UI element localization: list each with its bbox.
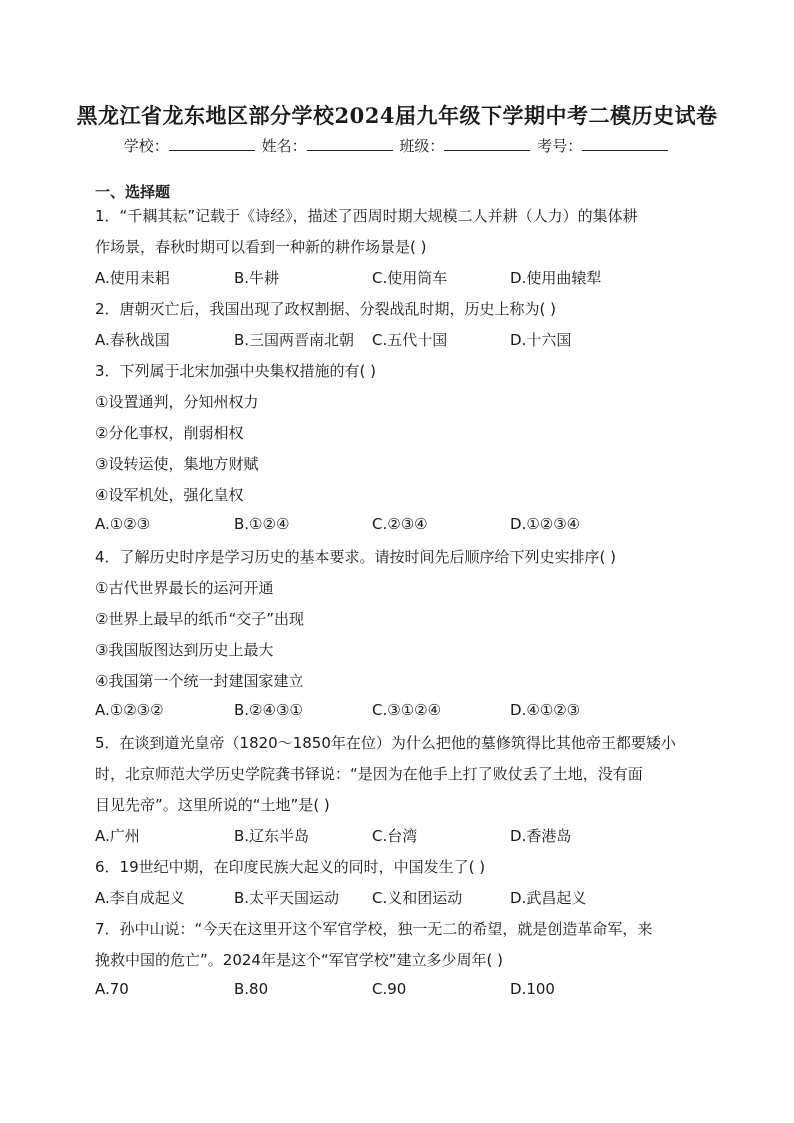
question-4-item-2: ②世界上最早的纸币“交子”出现 [95, 610, 304, 628]
school-label: 学校： [123, 137, 169, 155]
option-c[interactable]: C.使用筒车 [372, 269, 448, 287]
exam-number-label: 考号： [537, 137, 583, 155]
option-b[interactable]: B.辽东半岛 [234, 827, 310, 845]
question-3-item-4: ④设军机处，强化皇权 [95, 486, 244, 504]
option-b[interactable]: B.②④③① [234, 701, 303, 719]
question-5-line-2: 时，北京师范大学历史学院龚书铎说：“是因为在他手上打了败仗丢了土地，没有面 [95, 765, 643, 783]
option-d[interactable]: D.武昌起义 [510, 889, 587, 907]
question-3-options [95, 515, 715, 535]
question-5-options [95, 825, 715, 845]
option-c[interactable]: C.五代十国 [372, 331, 448, 349]
section-title: 一、选择题 [95, 183, 171, 201]
option-a[interactable]: A.使用耒耜 [95, 269, 170, 287]
option-a[interactable]: A.李自成起义 [95, 889, 185, 907]
question-5-line-3: 目见先帝”。这里所说的“土地”是( ) [95, 796, 330, 814]
option-a[interactable]: A.①②③ [95, 515, 151, 533]
exam-title: 黑龙江省龙东地区部分学校2024届九年级下学期中考二模历史试卷 [76, 103, 718, 128]
question-7-options [95, 980, 715, 1000]
option-c[interactable]: C.②③④ [372, 515, 428, 533]
question-4-item-4: ④我国第一个统一封建国家建立 [95, 672, 304, 690]
option-c[interactable]: C.90 [372, 980, 407, 998]
option-d[interactable]: D.十六国 [510, 331, 572, 349]
question-4-item-3: ③我国版图达到历史上最大 [95, 641, 274, 659]
question-1-options [95, 267, 715, 287]
question-4-item-1: ①古代世界最长的运河开通 [95, 579, 274, 597]
class-blank[interactable] [444, 138, 530, 151]
student-info-line [0, 135, 794, 156]
option-d[interactable]: D.①②③④ [510, 515, 581, 533]
question-5-line-1: 5．在谈到道光皇帝（1820～1850年在位）为什么把他的墓修筑得比其他帝王都要矮小 [95, 734, 676, 752]
option-c[interactable]: C.台湾 [372, 827, 418, 845]
option-d[interactable]: D.香港岛 [510, 827, 572, 845]
option-a[interactable]: A.70 [95, 980, 129, 998]
question-6-line-1: 6．19世纪中期，在印度民族大起义的同时，中国发生了( ) [95, 858, 486, 876]
question-4-options [95, 701, 715, 721]
option-b[interactable]: B.80 [234, 980, 269, 998]
option-d[interactable]: D.④①②③ [510, 701, 581, 719]
school-blank[interactable] [169, 138, 255, 151]
name-blank[interactable] [307, 138, 393, 151]
option-d[interactable]: D.100 [510, 980, 555, 998]
class-label: 班级： [399, 137, 445, 155]
option-a[interactable]: A.①②③② [95, 701, 164, 719]
question-4-line-1: 4．了解历史时序是学习历史的基本要求。请按时间先后顺序给下列史实排序( ) [95, 548, 617, 566]
name-label: 姓名： [261, 137, 307, 155]
question-3-line-1: 3．下列属于北宋加强中央集权措施的有( ) [95, 362, 377, 380]
question-3-item-2: ②分化事权，削弱相权 [95, 424, 244, 442]
option-a[interactable]: A.广州 [95, 827, 140, 845]
question-3-item-1: ①设置通判，分知州权力 [95, 393, 259, 411]
question-7-line-1: 7．孙中山说：“今天在这里开这个军官学校，独一无二的希望，就是创造革命军，来 [95, 920, 653, 938]
question-2-line-1: 2．唐朝灭亡后，我国出现了政权割据、分裂战乱时期，历史上称为( ) [95, 300, 557, 318]
option-b[interactable]: B.三国两晋南北朝 [234, 331, 355, 349]
option-a[interactable]: A.春秋战国 [95, 331, 170, 349]
option-b[interactable]: B.①②④ [234, 515, 290, 533]
question-3-item-3: ③设转运使，集地方财赋 [95, 455, 259, 473]
question-1-line-2: 作场景，春秋时期可以看到一种新的耕作场景是( ) [95, 238, 427, 256]
option-b[interactable]: B.太平天国运动 [234, 889, 340, 907]
option-c[interactable]: C.义和团运动 [372, 889, 463, 907]
exam-number-blank[interactable] [582, 138, 668, 151]
question-1-line-1: 1．“千耦其耘”记载于《诗经》，描述了西周时期大规模二人并耕（人力）的集体耕 [95, 207, 638, 225]
question-7-line-2: 挽救中国的危亡”。2024年是这个“军官学校”建立多少周年( ) [95, 951, 503, 969]
question-6-options [95, 887, 715, 907]
question-2-options [95, 329, 715, 349]
option-b[interactable]: B.牛耕 [234, 269, 280, 287]
option-d[interactable]: D.使用曲辕犁 [510, 269, 602, 287]
option-c[interactable]: C.③①②④ [372, 701, 442, 719]
